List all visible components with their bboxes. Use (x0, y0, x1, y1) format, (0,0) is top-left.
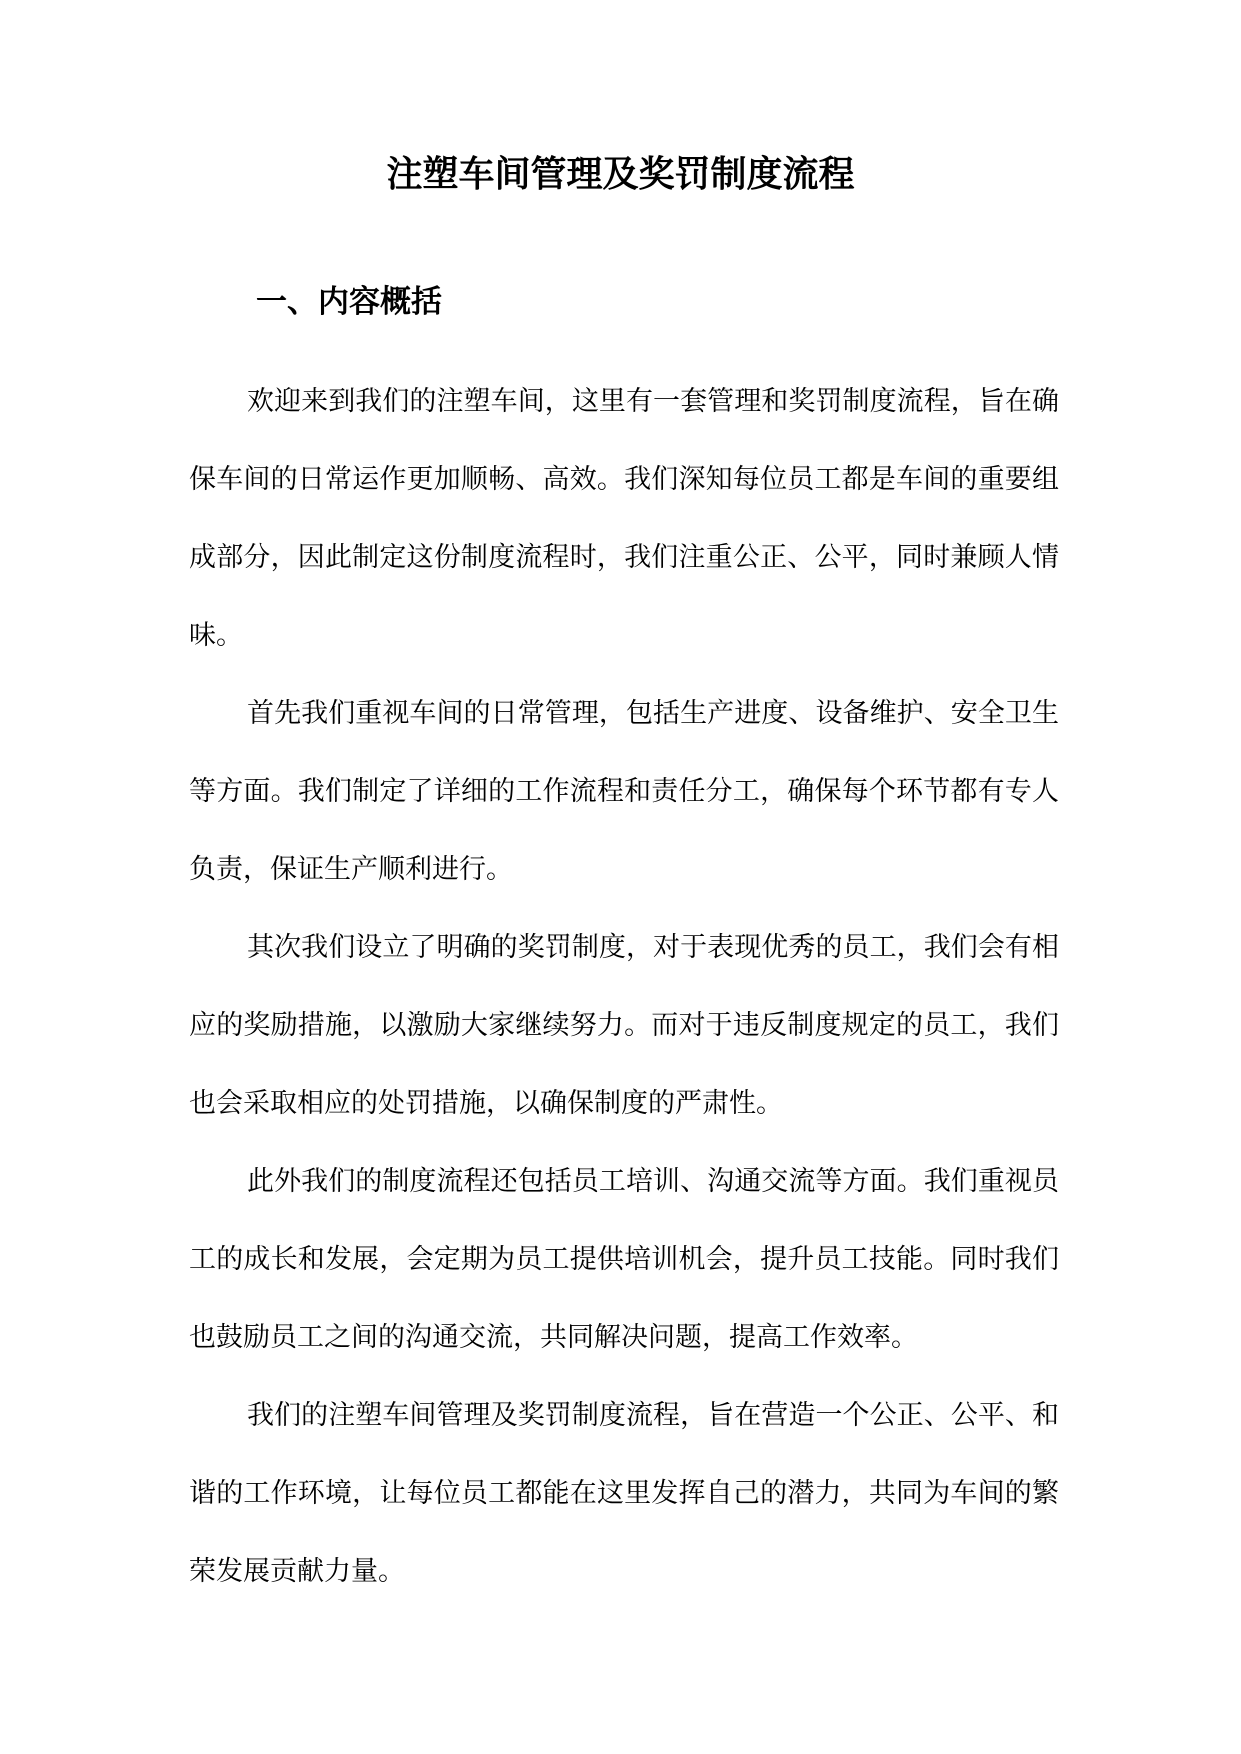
section-heading: 一、内容概括 (256, 284, 442, 320)
document-body (189, 363, 1059, 1611)
paragraph: 首先我们重视车间的日常管理，包括生产进度、设备维护、安全卫生等方面。我们制定了详细的工作流程和责任分工，确保每个环节都有专人负责，保证生产顺利进行。 (189, 698, 1059, 885)
paragraph: 欢迎来到我们的注塑车间，这里有一套管理和奖罚制度流程，旨在确保车间的日常运作更加顺畅、高效。我们深知每位员工都是车间的重要组成部分，因此制定这份制度流程时，我们注重公正、公平，同时兼顾人情味。 (189, 386, 1059, 651)
paragraph: 此外我们的制度流程还包括员工培训、沟通交流等方面。我们重视员工的成长和发展，会定期为员工提供培训机会，提升员工技能。同时我们也鼓励员工之间的沟通交流，共同解决问题，提高工作效率。 (189, 1166, 1059, 1353)
paragraph: 其次我们设立了明确的奖罚制度，对于表现优秀的员工，我们会有相应的奖励措施，以激励大家继续努力。而对于违反制度规定的员工，我们也会采取相应的处罚措施，以确保制度的严肃性。 (189, 932, 1059, 1119)
paragraph: 我们的注塑车间管理及奖罚制度流程，旨在营造一个公正、公平、和谐的工作环境，让每位员工都能在这里发挥自己的潜力，共同为车间的繁荣发展贡献力量。 (189, 1400, 1059, 1587)
document-title: 注塑车间管理及奖罚制度流程 (386, 154, 855, 195)
